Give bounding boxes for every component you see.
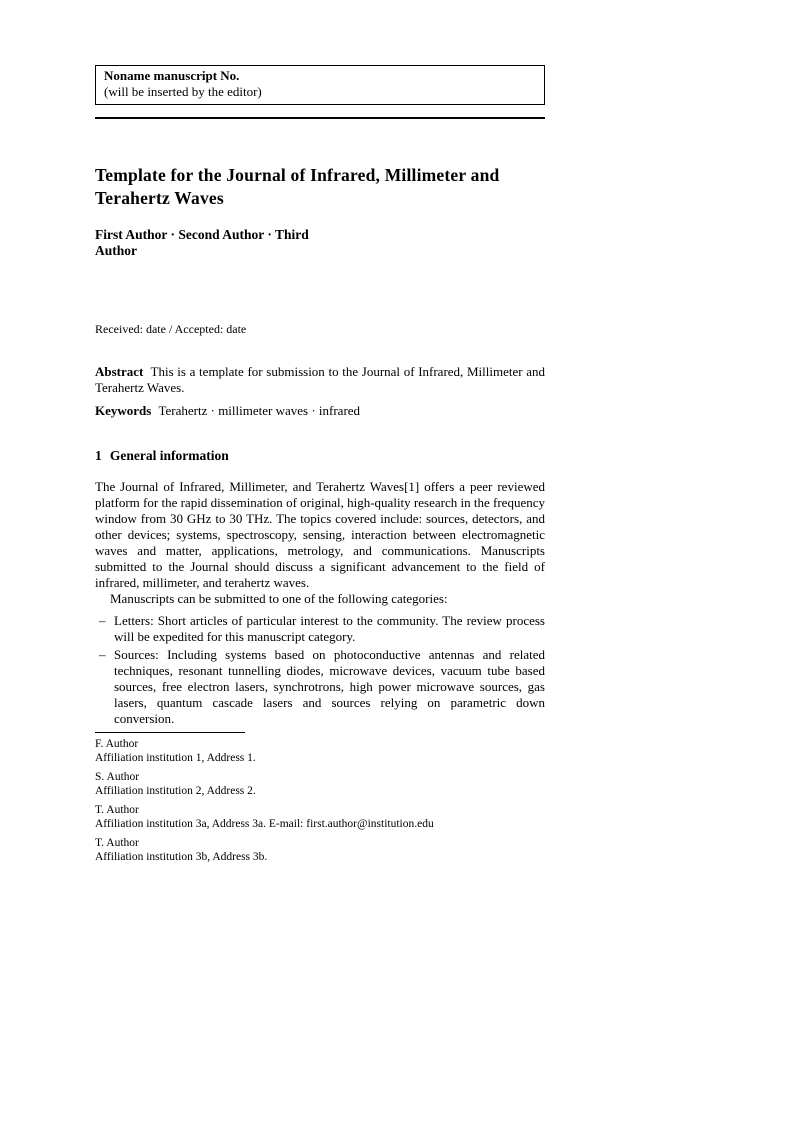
footnote-block bbox=[95, 837, 545, 864]
keywords-label: Keywords bbox=[95, 403, 152, 418]
section-1-heading bbox=[95, 447, 545, 464]
list-item bbox=[95, 647, 545, 727]
section-1-paragraph-1: The Journal of Infrared, Millimeter, and Terahertz Waves[1] offers a peer reviewed platform for the rapid dissemination of original, high-quality research in the frequency window from 30 GHz to 30 THz. The topics covered include: sources, detectors, and other devices; systems, spectroscopy, sensing, interaction between electromagnetic waves and matter, applications, metrology, and communications. Manuscripts submitted to the Journal should discuss a significant advancement to the field of infrared, millimeter, and terahertz waves. bbox=[95, 479, 545, 590]
dash-bullet: – bbox=[99, 647, 106, 662]
paper-content-column bbox=[95, 65, 545, 870]
author-list bbox=[95, 227, 545, 259]
footnote-block bbox=[95, 771, 545, 798]
footnote-affiliation: Affiliation institution 3a, Address 3a. E-mail: first.author@institution.edu bbox=[95, 817, 434, 830]
footnote-affiliation: Affiliation institution 3b, Address 3b. bbox=[95, 850, 268, 863]
author-line-2: Author bbox=[95, 243, 138, 258]
abstract-paragraph bbox=[95, 364, 545, 396]
section-1-title: General information bbox=[109, 448, 229, 463]
footnote-author-name: T. Author bbox=[95, 837, 139, 849]
manuscript-header-box bbox=[95, 65, 545, 105]
footnote-affiliation: Affiliation institution 1, Address 1. bbox=[95, 751, 256, 764]
keywords-text: Terahertz · millimeter waves · infrared bbox=[158, 403, 361, 418]
dash-bullet: – bbox=[99, 613, 106, 628]
author-line-1: First Author · Second Author · Third bbox=[95, 227, 309, 242]
list-item-text: Sources: Including systems based on photoconductive antennas and related techniques, resonant tunnelling diodes, microwave devices, vacuum tube based sources, free electron lasers, synchrotrons, high power microwave sources, gas lasers, quantum cascade lasers and sources relying on parametric down conversion. bbox=[114, 647, 545, 726]
manuscript-no-line: Noname manuscript No. bbox=[104, 68, 240, 83]
footnote-affiliation: Affiliation institution 2, Address 2. bbox=[95, 784, 256, 797]
footnote-author-name: S. Author bbox=[95, 771, 140, 783]
section-1-paragraph-2: Manuscripts can be submitted to one of the following categories: bbox=[110, 591, 448, 606]
header-rule bbox=[95, 117, 545, 119]
section-1-number: 1 bbox=[95, 448, 102, 463]
abstract-text: This is a template for submission to the Journal of Infrared, Millimeter and Terahertz Waves. bbox=[95, 364, 545, 395]
author-footnotes bbox=[95, 738, 545, 864]
footnote-author-name: T. Author bbox=[95, 804, 139, 816]
footnote-block bbox=[95, 804, 545, 831]
received-accepted-dates: Received: date / Accepted: date bbox=[95, 322, 247, 336]
footnote-separator-rule bbox=[95, 732, 245, 733]
footnote-block bbox=[95, 738, 545, 765]
list-item-text: Letters: Short articles of particular interest to the community. The review process will be expedited for this manuscript category. bbox=[114, 613, 545, 644]
list-item bbox=[95, 613, 545, 645]
keywords-paragraph bbox=[95, 403, 545, 419]
editor-note-line: (will be inserted by the editor) bbox=[104, 84, 262, 99]
paper-title: Template for the Journal of Infrared, Millimeter and Terahertz Waves bbox=[95, 165, 500, 208]
category-list bbox=[95, 613, 545, 727]
footnote-author-name: F. Author bbox=[95, 738, 139, 750]
abstract-label: Abstract bbox=[95, 364, 144, 379]
